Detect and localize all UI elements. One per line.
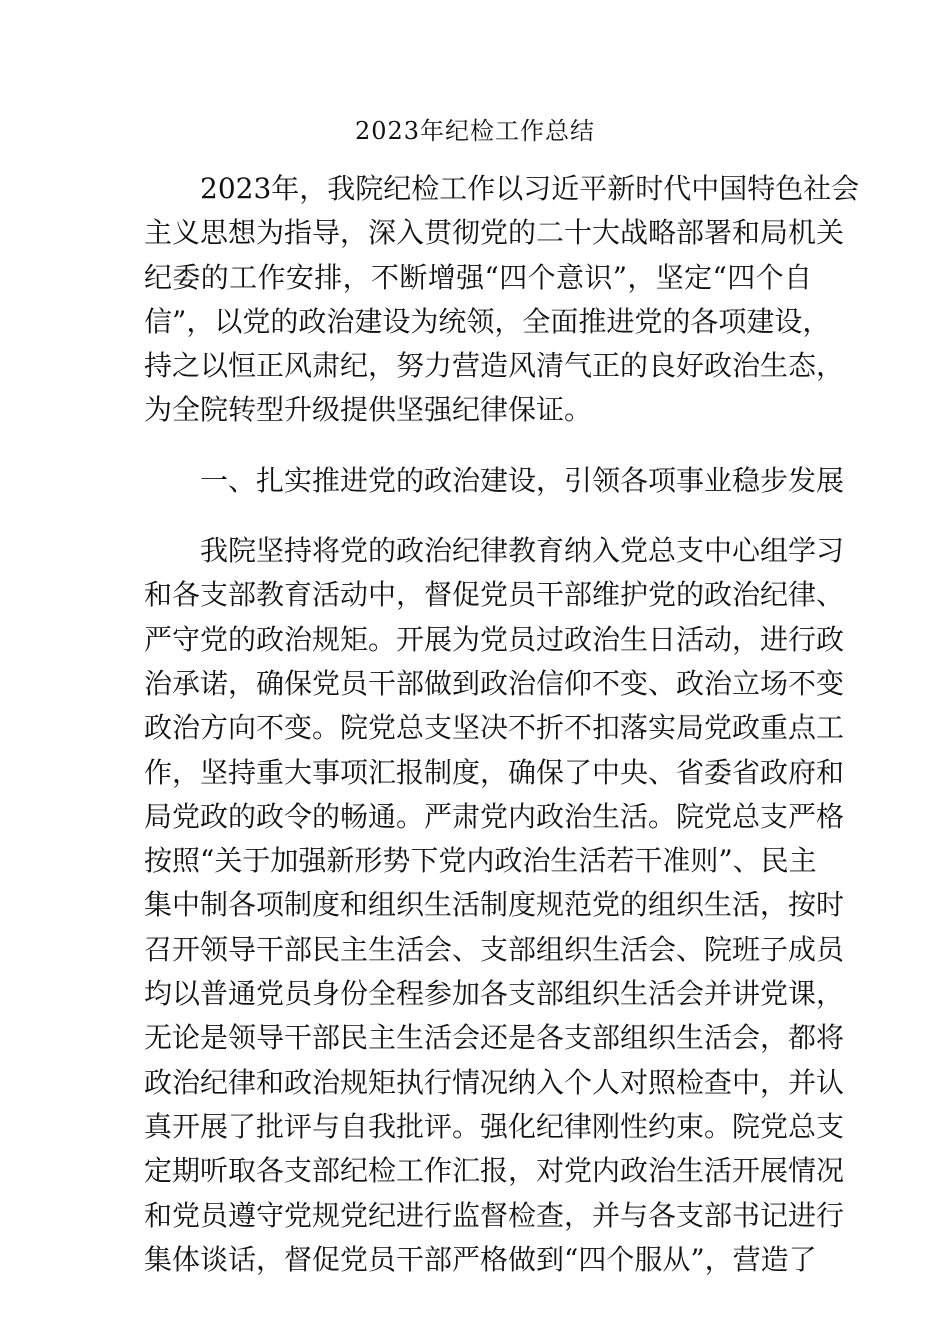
intro-line: 为全院转型升级提供坚强纪律保证。 [144,393,593,427]
intro-line: 主义思想为指导，深入贯彻党的二十大战略部署和局机关 [144,216,845,250]
section-line: 政治纪律和政治规矩执行情况纳入个人对照检查中，并认 [144,1065,845,1099]
section-paragraph [144,529,845,1282]
section-line: 按照“关于加强新形势下党内政治生活若干准则”、民主 [144,844,817,878]
section-line: 真开展了批评与自我批评。强化纪律刚性约束。院党总支 [144,1109,845,1143]
section-line: 集体谈话，督促党员干部严格做到“四个服从”，营造了 [144,1242,817,1276]
section-line: 定期听取各支部纪检工作汇报，对党内政治生活开展情况 [144,1154,845,1188]
section-line: 集中制各项制度和组织生活制度规范党的组织生活，按时 [144,888,845,922]
intro-paragraph [144,167,860,433]
section-line: 局党政的政令的畅通。严肃党内政治生活。院党总支严格 [144,799,845,833]
section-line: 均以普通党员身份全程参加各支部组织生活会并讲党课， [144,977,845,1011]
section-line: 政治方向不变。院党总支坚决不折不扣落实局党政重点工 [144,711,845,745]
intro-line: 持之以恒正风肃纪，努力营造风清气正的良好政治生态， [144,349,845,383]
section-line: 和党员遵守党规党纪进行监督检查，并与各支部书记进行 [144,1198,845,1232]
intro-line: 纪委的工作安排，不断增强“四个意识”，坚定“四个自 [144,260,812,294]
section-line: 无论是领导干部民主生活会还是各支部组织生活会，都将 [144,1021,845,1055]
section-line: 召开领导干部民主生活会、支部组织生活会、院班子成员 [144,932,845,966]
section-line: 和各支部教育活动中，督促党员干部维护党的政治纪律、 [144,578,845,612]
intro-line: 2023年，我院纪检工作以习近平新时代中国特色社会 [200,172,860,205]
section-line: 严守党的政治规矩。开展为党员过政治生日活动，进行政 [144,622,845,656]
intro-line: 信”，以党的政治建设为统领，全面推进党的各项建设， [144,304,831,338]
section-line: 我院坚持将党的政治纪律教育纳入党总支中心组学习 [200,534,845,568]
section-line: 治承诺，确保党员干部做到政治信仰不变、政治立场不变 [144,666,845,700]
section-heading: 一、扎实推进党的政治建设，引领各项事业稳步发展 [200,463,845,497]
page-title: 2023年纪检工作总结 [354,117,596,145]
section-line: 作，坚持重大事项汇报制度，确保了中央、省委省政府和 [144,755,845,789]
document-body [144,167,860,1282]
